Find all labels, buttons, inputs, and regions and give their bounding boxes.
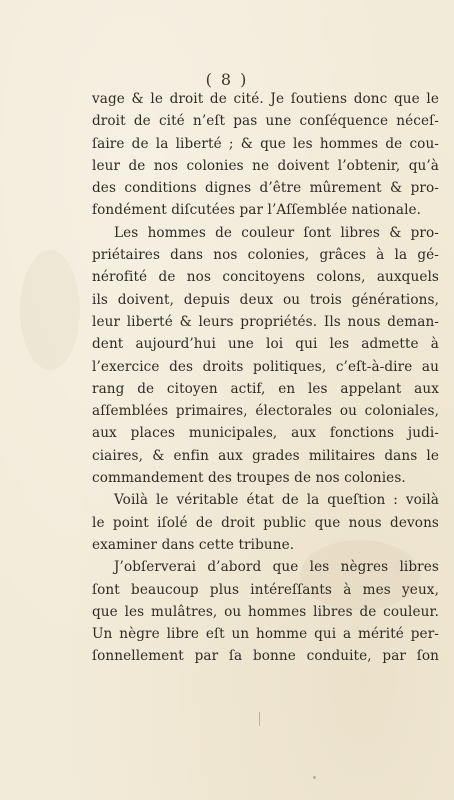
text-line: J’obſerverai d’abord que les nègres libres [114,559,439,576]
text-line: priétaires dans nos colonies, grâces à la gé- [92,247,439,264]
text-line: dent aujourd’hui une loi qui les admette à [92,336,439,353]
text-line: ils doivent, depuis deux ou trois générations, [92,291,439,308]
text-line: aſſemblées primaires, électorales ou coloniales, [92,403,439,420]
paper-blemish [259,712,260,726]
text-line: fondément diſcutées par l’Aſſemblée nationale. [92,202,422,219]
text-line: examiner dans cette tribune. [92,536,295,553]
text-line: Les hommes de couleur ſont libres & pro- [114,224,439,241]
text-line: leur de nos colonies ne doivent l’obtenir, qu’à [92,157,439,174]
text-line: rang de citoyen actif, en les appelant aux [92,380,439,397]
text-line: que les mulâtres, ou hommes libres de couleur. [92,603,439,620]
text-line: Un nègre libre eſt un homme qui a mérité per- [92,626,439,643]
text-line: ciaires, & enfin aux grades militaires dans le [92,447,439,464]
text-line: ſaire de la liberté ; & que les hommes de cou- [92,135,439,152]
text-line: vage & le droit de cité. Je ſoutiens donc que le [92,91,439,107]
text-line: ſont beaucoup plus intéreſſants à mes yeux, [92,581,439,598]
text-line: leur liberté & leurs propriétés. Ils nous deman- [92,313,439,330]
paper-stain [20,250,80,370]
body-text [92,88,439,668]
page-number: ( 8 ) [205,70,249,89]
text-line: l’exercice des droits politiques, c’eſt-à-dire au [92,358,439,375]
text-line: ſonnellement par ſa bonne conduite, par ſon [92,648,439,665]
text-line: commandement des troupes de nos colonies. [92,470,406,487]
text-line: aux places municipales, aux fonctions judi- [92,425,439,442]
text-line: droit de cité n’eſt pas une conſéquence néceſ- [92,113,439,130]
paper-blemish [313,776,316,779]
text-line: des conditions dignes d’être mûrement & pro- [92,180,439,197]
text-line: le point iſolé de droit public que nous devons [92,514,439,531]
text-line: nérofité de nos concitoyens colons, auxquels [92,269,439,286]
text-line: Voilà le véritable état de la queſtion : voilà [114,492,439,509]
